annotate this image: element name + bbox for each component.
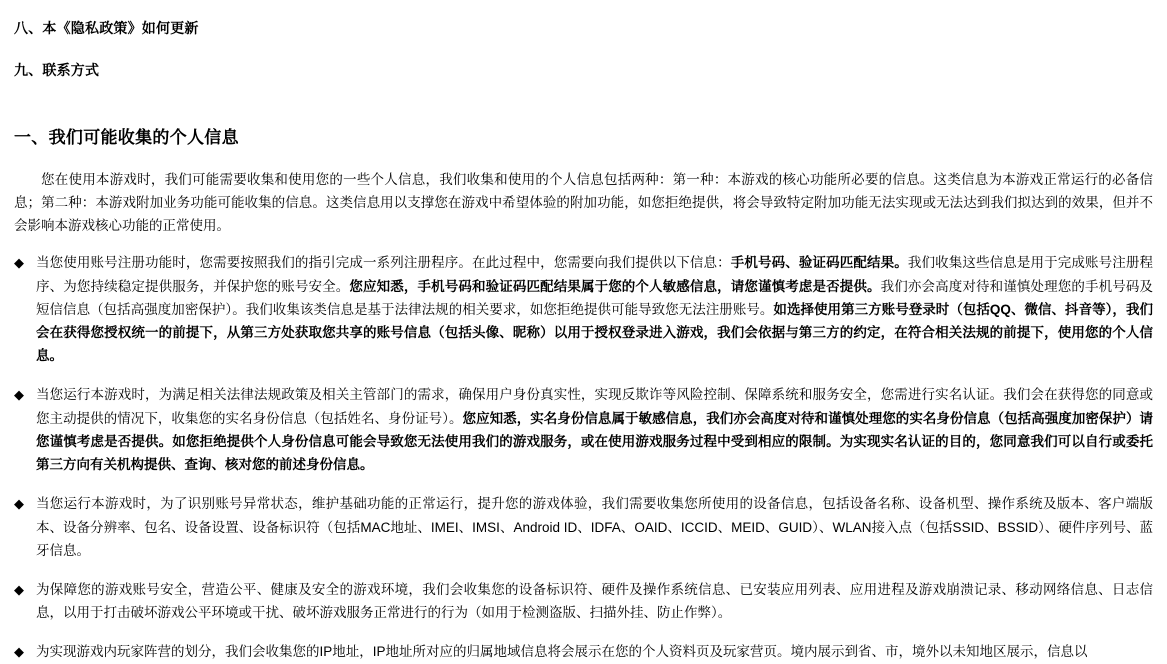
list-item bbox=[14, 251, 1153, 367]
list-item-text: 为保障您的游戏账号安全，营造公平、健康及安全的游戏环境，我们会收集您的设备标识符、硬件及操作系统信息、已安装应用列表、应用进程及游戏崩溃记录、移动网络信息、日志信息，以用于打击破坏游戏公平环境或干扰、破坏游戏服务正常进行的行为（如用于检测盗版、扫描外挂、防止作弊）。 bbox=[36, 582, 1153, 621]
list-item-text: 当您使用账号注册功能时，您需要按照我们的指引完成一系列注册程序。在此过程中，您需要向我们提供以下信息：手机号码、验证码匹配结果。我们收集这些信息是用于完成账号注册程序、为您持续稳定提供服务，并保护您的账号安全。您应知悉，手机号码和验证码匹配结果属于您的个人敏感信息，请您谨慎考虑是否提供。我们亦会高度对待和谨慎处理您的手机号码及短信信息（包括高强度加密保护）。我们收集该类信息是基于法律法规的相关要求，如您拒绝提供可能导致您无法注册账号。如选择使用第三方账号登录时（包括QQ、微信、抖音等），我们会在获得您授权统一的前提下，从第三方处获取您共享的账号信息（包括头像、昵称）以用于授权登录进入游戏，我们会依据与第三方的约定，在符合相关法规的前提下，使用您的个人信息。 bbox=[36, 255, 1154, 364]
toc-item-9[interactable]: 九、联系方式 bbox=[14, 61, 100, 78]
list-item bbox=[14, 640, 1153, 663]
toc-item-8[interactable]: 八、本《隐私政策》如何更新 bbox=[14, 20, 199, 36]
list-item-text: 当您运行本游戏时，为了识别账号异常状态，维护基础功能的正常运行，提升您的游戏体验，我们需要收集您所使用的设备信息，包括设备名称、设备机型、操作系统及版本、客户端版本、设备分辨率、包名、设备设置、设备标识符（包括MAC地址、IMEI、IMSI、Android ID、IDFA、OAID、ICCID、MEID、GUID）、WLAN接入点（包括SSID、BSSID）、硬件序列号、蓝牙信息。 bbox=[36, 496, 1153, 558]
diamond-bullet-icon: ◆ bbox=[14, 496, 24, 512]
toc-list bbox=[8, 18, 1153, 81]
list-item bbox=[14, 383, 1153, 476]
diamond-bullet-icon: ◆ bbox=[14, 582, 24, 597]
list-item-text: 当您运行本游戏时，为满足相关法律法规政策及相关主管部门的需求，确保用户身份真实性，实现反欺诈等风险控制、保障系统和服务安全，您需进行实名认证。我们会在获得您的同意或您主动提供的情况下，收集您的实名身份信息（包括姓名、身份证号）。您应知悉，实名身份信息属于敏感信息，我们亦会高度对待和谨慎处理您的实名身份信息（包括高强度加密保护）请您谨慎考虑是否提供。如您拒绝提供个人身份信息可能会导致您无法使用我们的游戏服务，或在使用游戏服务过程中受到相应的限制。为实现实名认证的目的，您同意我们可以自行或委托第三方向有关机构提供、查询、核对您的前述身份信息。 bbox=[36, 387, 1154, 473]
bullet-list bbox=[8, 251, 1153, 663]
page-title: 一、我们可能收集的个人信息 bbox=[14, 128, 239, 148]
list-item bbox=[14, 578, 1153, 624]
diamond-bullet-icon: ◆ bbox=[14, 644, 24, 660]
diamond-bullet-icon: ◆ bbox=[14, 255, 24, 271]
list-item bbox=[14, 492, 1153, 562]
diamond-bullet-icon: ◆ bbox=[14, 387, 24, 403]
section-intro-paragraph: 您在使用本游戏时，我们可能需要收集和使用您的一些个人信息，我们收集和使用的个人信息包括两种：第一种：本游戏的核心功能所必要的信息。这类信息为本游戏正常运行的必备信息；第二种：本游戏附加业务功能可能收集的信息。这类信息用以支撑您在游戏中希望体验的附加功能，如您拒绝提供，将会导致特定附加功能无法实现或无法达到我们拟达到的效果，但并不会影响本游戏核心功能的正常使用。 bbox=[14, 171, 1153, 234]
list-item-text: 为实现游戏内玩家阵营的划分，我们会收集您的IP地址，IP地址所对应的归属地域信息将会展示在您的个人资料页及玩家营页。境内展示到省、市，境外以未知地区展示，信息以 bbox=[36, 644, 1088, 660]
